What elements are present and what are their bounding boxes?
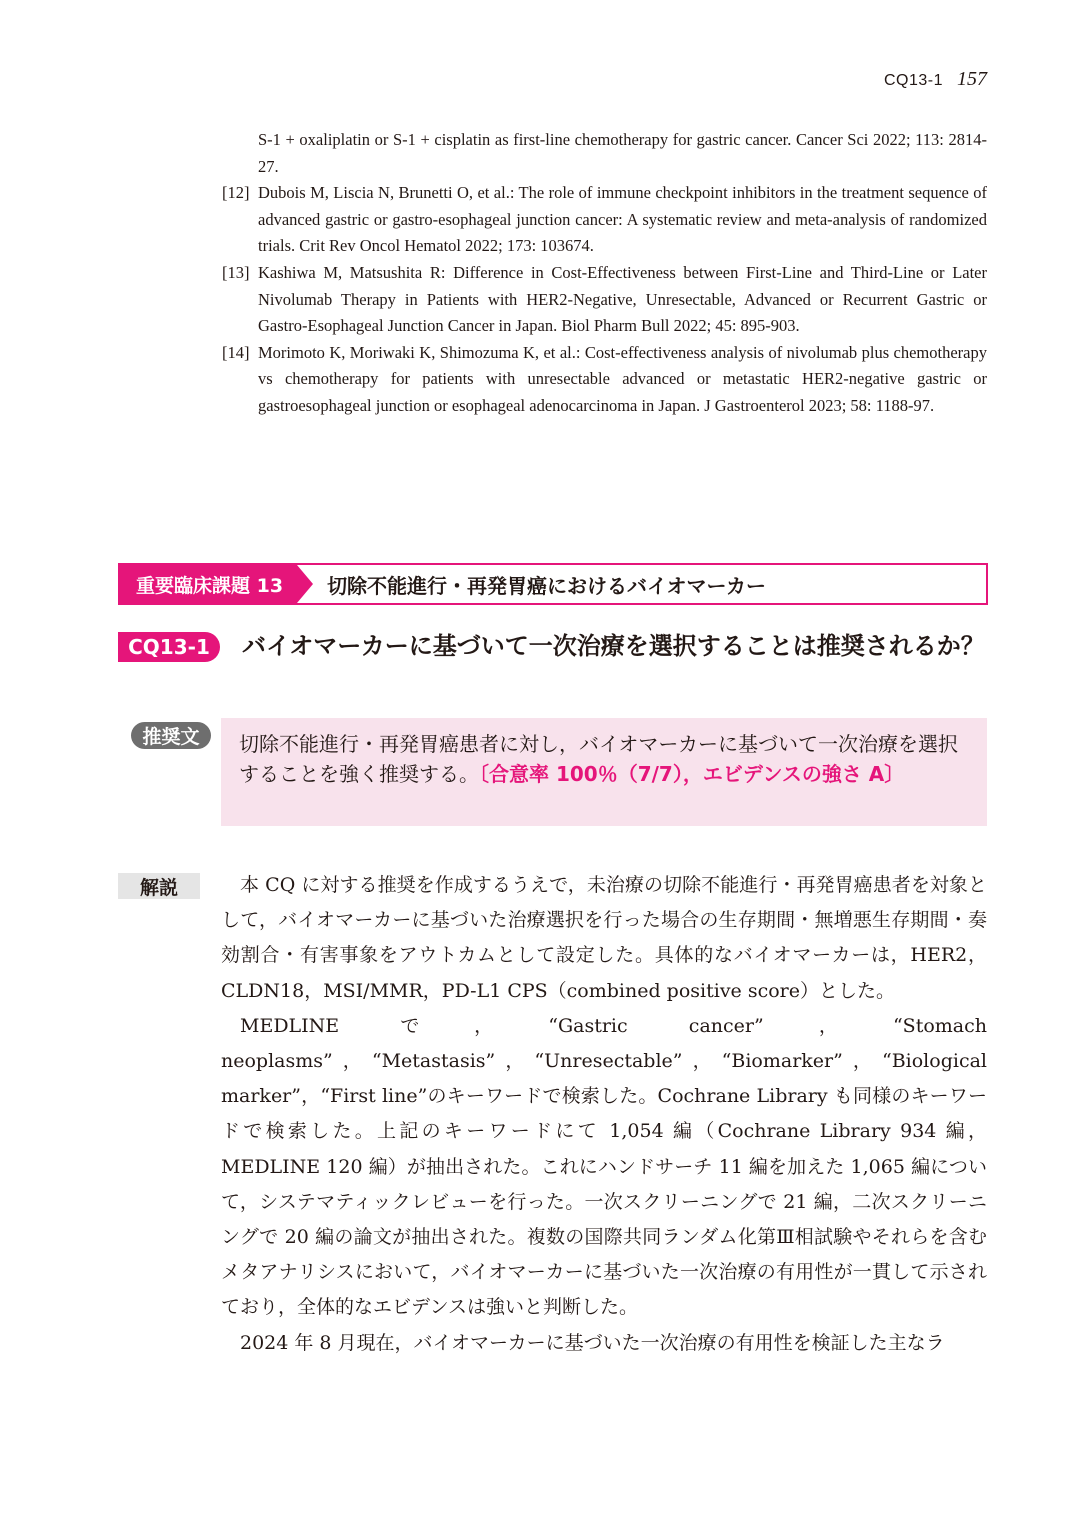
explanation-paragraph: MEDLINE で，“Gastric cancer”，“Stomach neoplasms”，“Metastasis”，“Unresectable”，“Biomarker”，“Biological marker”，“First line”のキーワードで検索した。Cochrane Library も同様のキーワードで検索した。上記のキーワードにて 1,054 編（Cochrane Library 934 編，MEDLINE 120 編）が抽出された。これにハンドサーチ 11 編を加えた 1,065 編について，システマティックレビューを行った。一次スクリーニングで 21 編，二次スクリーニングで 20 編の論文が抽出された。複数の国際共同ランダム化第Ⅲ相試験やそれらを含むメタアナリシスにおいて，バイオマーカーに基づいた一次治療の有用性が一貫して示されており，全体的なエビデンスは強いと判断した。 — [221, 1014, 987, 1319]
explanation-paragraph: 2024 年 8 月現在，バイオマーカーに基づいた一次治療の有用性を検証した主なラ — [240, 1331, 945, 1354]
explanation-paragraph: 本 CQ に対する推奨を作成するうえで，未治療の切除不能進行・再発胃癌患者を対象として，バイオマーカーに基づいた治療選択を行った場合の生存期間・無増悪生存期間・奏効割合・有害事象をアウトカムとして設定した。具体的なバイオマーカーは，HER2，CLDN18，MSI/MMR，PD-L1 CPS（combined positive score）とした。 — [221, 874, 987, 1002]
recommendation-text: 切除不能進行・再発胃癌患者に対し，バイオマーカーに基づいて一次治療を選択することを強く推奨する。 — [239, 732, 958, 786]
explanation-label: 解説 — [118, 873, 200, 899]
page-header — [884, 68, 987, 91]
reference-text: Morimoto K, Moriwaki K, Shimozuma K, et al.: Cost-effectiveness analysis of nivolumab plus chemotherapy vs chemotherapy for patients with unresectable advanced or metastatic HER2-negative gastric or gastroesophageal junction or esophageal adenocarcinoma in Japan. J Gastroenterol 2023; 58: 1188-97. — [258, 342, 987, 415]
explanation-body — [221, 868, 987, 1361]
reference-item — [222, 260, 987, 340]
reference-text: Dubois M, Liscia N, Brunetti O, et al.: The role of immune checkpoint inhibitors in the treatment sequence of advanced gastric or gastro-esophageal junction cancer: A systematic review and meta-analysis of randomized trials. Crit Rev Oncol Hematol 2022; 173: 103674. — [258, 183, 987, 256]
cq-question: バイオマーカーに基づいて一次治療を選択することは推奨されるか？ — [242, 632, 985, 660]
clinical-issue-title: 切除不能進行・再発胃癌におけるバイオマーカー — [327, 573, 767, 598]
reference-list — [222, 127, 987, 420]
reference-item — [222, 340, 987, 420]
clinical-issue-tag: 重要臨床課題 13 — [120, 565, 297, 603]
recommendation-label: 推奨文 — [131, 722, 211, 749]
reference-number: [13] — [222, 262, 250, 282]
reference-item — [222, 127, 987, 180]
cq-label: CQ13-1 — [118, 632, 220, 662]
reference-number: [12] — [222, 183, 250, 203]
reference-text: S-1 + oxaliplatin or S-1 + cisplatin as first-line chemotherapy for gastric cancer. Cancer Sci 2022; 113: 2814-27. — [258, 130, 987, 176]
reference-number: [14] — [222, 342, 250, 362]
recommendation-box — [221, 718, 987, 826]
running-section-label: CQ13-1 — [883, 72, 943, 89]
reference-text: Kashiwa M, Matsushita R: Difference in Cost-Effectiveness between First-Line and Third-Line or Later Nivolumab Therapy in Patients with HER2-Negative, Unresectable, Advanced or Recurrent Gastric or Gastro-Esophageal Junction Cancer in Japan. Biol Pharm Bull 2022; 45: 895-903. — [258, 262, 987, 336]
page-number: 157 — [957, 68, 987, 90]
clinical-issue-banner — [118, 563, 988, 605]
recommendation-consensus: 〔合意率 100％（7/7），エビデンスの強さ A〕 — [479, 762, 905, 786]
reference-item — [222, 180, 987, 260]
